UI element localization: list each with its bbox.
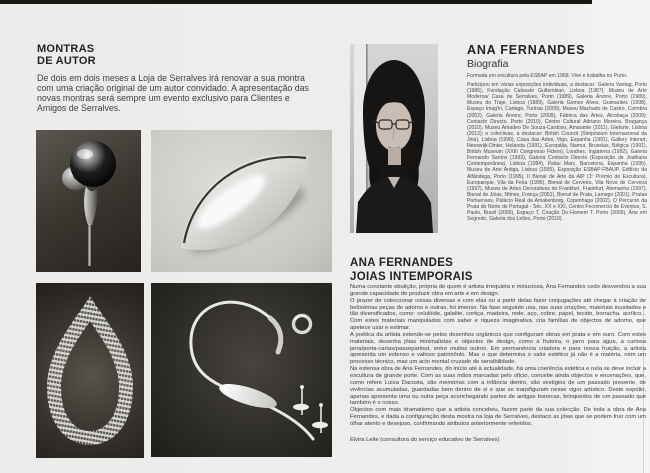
photo-mesh-necklace (36, 283, 144, 458)
article-paragraph: A poética da artista estende-se pelos desenhos orgânicos que configuram obras em prata e em ouro. Com estes materiais, desenha jóias minimalistas e objectos de design, como a fruteira, o jarro para água, a curiosa jarra/porta-cartas/passepartout, entre muitos outros. Em permanência criadora e para nossa fruição, a artista apresenta um extenso e valioso património. Mas o que determina o valor estético já não é a matéria, nem um processo técnico, mas um acto mental cruzado de sensibilidade. (350, 331, 646, 366)
mesh-necklace-illustration (36, 283, 144, 458)
article-paragraph: O prazer de coleccionar coisas diversas e com elas ou a partir delas fazer conjugações até chegar à criação de belíssimas peças de adorno e outras, foi imenso. Na fase seguinte usa, nas suas criações, materiais inusitados e tão diversificados, como: celulóide, galalite, cortiça, madeira, rede, aço, cobre, papel, tecido, borracha, acrílico... Com estes materiais manipulados com saber e riqueza imaginativa, cria famílias de objectos de adorno, que apetece usar e estimar. (350, 297, 646, 332)
author-credit-line: Elvira Leite (consultora do serviço educativo de Serralves) (350, 437, 500, 443)
artist-portrait-photo (350, 44, 438, 233)
portrait-neck (388, 148, 401, 165)
article-body-text (350, 284, 646, 428)
section-title-line2: DE AUTOR (37, 54, 96, 67)
article-title (350, 257, 473, 284)
biography-text (467, 73, 647, 225)
portrait-illustration (350, 44, 438, 233)
photo-ribbon-set (151, 283, 332, 457)
ribbon-set-illustration (151, 283, 332, 457)
bio-paragraph: Formada em escultura pela ESBAP em 1968. Vive e trabalha no Porto. (467, 73, 628, 79)
article-paragraph: Numa constante ebulição, própria de quem é artista irrequieta e minuciosa, Ana Fernandes cedo desvendou a sua grande capacidade de produzir obra em arte e em design. (350, 284, 646, 297)
article-paragraph: Na extensa obra de Ana Fernandes, do início até à actualidade, há uma coerência estética e nela se deve incluir a escultura de grande porte. Com as suas mãos marcadas pelo ofício, concebe ainda objectos e encenações, que, como refere Luísa Dacosta, são memórias com a infância dentro, são vestígios de um passado presente, de vivências acumuladas, guardadas bem dentro de si e que se transfiguram nesse vigor artístico. Deste espólio, apenas apresenta uma ou outra peça aconchegando partes de antigas bonecas, brinquedos de um passado que também é o nosso. (350, 366, 646, 407)
photo-leaf-object (151, 130, 332, 272)
glasses-left-lens (379, 120, 392, 129)
stud-earring-1 (293, 385, 309, 415)
bio-paragraph: Participou em várias exposições individuais, a destacar: Galeria Vantag, Porto (1986), Fundação Calouste Gulbenkian, Lisboa (1987), Museu de Arte Moderna/ Casa de Serralves, Porto (1989), Galeria Árvore, Porto (1989), Museu do Traje, Lisboa (1989), Galeria Gomes Alves, Guimarães (1998), Espaço Imag'in, Cartago, Tunísia (2000), Museu Machado de Castro, Coimbra (2002), Galeria Árvore, Porto (2009), Fábrica das Artes, Alcobaça (2009); Contacto Directo, Porto (2010), Centro Cultural Adriano Moreira, Bragança (2010), Museu Amadeo De Souza-Cardoso, Amarante (2011), Giefarte, Lisboa (2012); e colectivas, a destacar: British Council (Simpósium Internacional da Jóia), Lisboa (1990), Casa das Artes, Vigo, Espanha (1991), Gallery Interart, Heeswijk-Dinter, Holanda (1991), Europália, Namur, Bruxelas, Bélgica (1991), British Museum (XXIII Congresso Fidem), Londres, Inglaterra (1992), Galeria Fernando Santos (1993), Galeria Contacto Directo (Exposição de Joalharia Contemporânea), Lisboa (1994), Palau Marc, Barcelona, Espanha (1995), Museu de Arte Antiga, Lisboa (1995), Exposição ESBAP-FBAUP, Edifício da Alfândega, Porto (1995), II Bienal de Arte da AIP (1º Prémio de Escultura), Europarque, Vila da Feira (1995), Bienal de Cerveira, Vila Nova de Cerveira (1997), Museu de Artes Decorativas de Frankfurt, Frankfurt, Alemanha (1997), Bienal de Jóias, Nîmes, França (2001), Bienal de Prata, Lamego (2001), Pratas Portuenses, Palácio Real de Amalienborg, Copenhaga (2002), O Percurso da Prata do Norte de Portugal - Séc. XX e XXI, Centro Fecomercio de Eventos, S. Paulo, Brasil (2005), Espaço T, Criação Do Homem T, Porto (2009), Arte em Segredo, Galeria dos Leões, Porto (2010). (467, 82, 647, 223)
leaf-object-illustration (151, 130, 332, 272)
montras-intro-paragraph: De dois em dois meses a Loja de Serralves irá renovar a sua montra com uma criação original de um autor convidado. A apresentação das novas montras será sempre um evento exclusivo para Clientes e Amigos de Serralves. (37, 73, 309, 113)
ribbon-end (270, 318, 281, 352)
article-title-line2: JOIAS INTEMPORAIS (350, 270, 473, 283)
scan-edge-top (0, 0, 592, 4)
pin-glossy-sphere (70, 141, 116, 187)
article-title-line1: ANA FERNANDES (350, 257, 454, 269)
article-paragraph: Objectos com mais dramatismo que a artista concebeu, fazem parte da sua colecção. De toda a obra de Ana Fernandes, e dada a configuração desta mostra na loja de Serralves, destaco as jóias que se podem fruir com um olhar atento e desejoso, confirmando atributos anteriormente referidos. (350, 407, 646, 427)
stud-earring-2 (312, 403, 328, 433)
necklace-mesh-band (54, 309, 126, 438)
pin-needle (88, 224, 90, 266)
artist-name-heading: ANA FERNANDES (467, 43, 586, 57)
section-title-montras (37, 44, 96, 67)
section-title-line1: MONTRAS (37, 43, 95, 55)
sphere-pin-illustration (36, 130, 141, 272)
pin-stem (84, 186, 97, 225)
biografia-subheading: Biografia (467, 58, 509, 70)
photo-sphere-pin (36, 130, 141, 272)
glasses-right-lens (396, 120, 409, 129)
ribbon-lens-bulge (217, 379, 279, 413)
